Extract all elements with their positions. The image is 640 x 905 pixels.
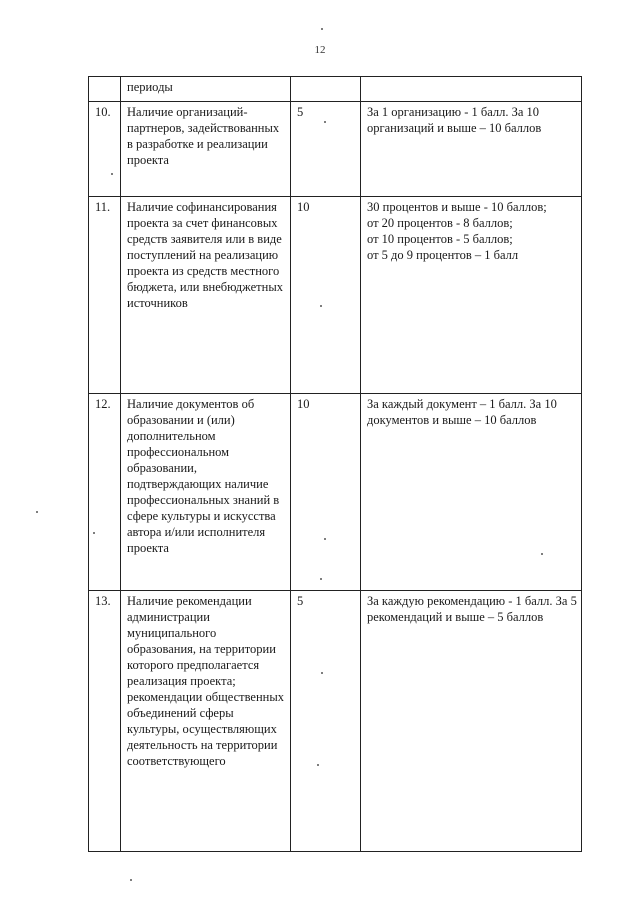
scan-speck xyxy=(111,173,113,175)
scan-speck xyxy=(324,121,326,123)
scan-speck xyxy=(93,532,95,534)
criteria-table xyxy=(88,76,582,852)
table-row xyxy=(89,591,582,852)
score-rule: За каждый документ – 1 балл. За 10 документов и выше – 10 баллов xyxy=(361,394,582,591)
max-score xyxy=(291,77,361,102)
scan-speck xyxy=(130,879,132,881)
table-row xyxy=(89,394,582,591)
max-score: 5 xyxy=(291,591,361,852)
page-number: 12 xyxy=(314,44,326,56)
scan-speck xyxy=(321,28,323,30)
scan-speck xyxy=(36,511,38,513)
table-row xyxy=(89,197,582,394)
scan-speck xyxy=(541,553,543,555)
score-rule: За 1 организацию - 1 балл. За 10 организаций и выше – 10 баллов xyxy=(361,102,582,197)
row-number: 13. xyxy=(89,591,121,852)
criterion-name: периоды xyxy=(121,77,291,102)
scan-speck xyxy=(317,764,319,766)
score-rule: За каждую рекомендацию - 1 балл. За 5 рекомендаций и выше – 5 баллов xyxy=(361,591,582,852)
max-score: 10 xyxy=(291,394,361,591)
score-rule: 30 процентов и выше - 10 баллов; от 20 процентов - 8 баллов; от 10 процентов - 5 баллов; от 5 до 9 процентов – 1 балл xyxy=(361,197,582,394)
max-score: 5 xyxy=(291,102,361,197)
scan-speck xyxy=(320,578,322,580)
max-score: 10 xyxy=(291,197,361,394)
scan-speck xyxy=(321,672,323,674)
criterion-name: Наличие организаций-партнеров, задействованных в разработке и реализации проекта xyxy=(121,102,291,197)
row-number: 12. xyxy=(89,394,121,591)
table-row xyxy=(89,102,582,197)
criterion-name: Наличие рекомендации администрации муниципального образования, на территории которого предполагается реализация проекта; рекомендации общественных объединений сферы культуры, осуществляющих деятельность на территории соответствующего xyxy=(121,591,291,852)
scan-speck xyxy=(320,305,322,307)
scan-speck xyxy=(324,538,326,540)
row-number xyxy=(89,77,121,102)
table-row xyxy=(89,77,582,102)
score-rule xyxy=(361,77,582,102)
criterion-name: Наличие документов об образовании и (или) дополнительном профессиональном образовании, подтверждающих наличие профессиональных знаний в сфере культуры и искусства автора и/или исполнителя проекта xyxy=(121,394,291,591)
row-number: 10. xyxy=(89,102,121,197)
row-number: 11. xyxy=(89,197,121,394)
criterion-name: Наличие софинансирования проекта за счет финансовых средств заявителя или в виде поступлений на реализацию проекта из средств местного бюджета, или внебюджетных источников xyxy=(121,197,291,394)
